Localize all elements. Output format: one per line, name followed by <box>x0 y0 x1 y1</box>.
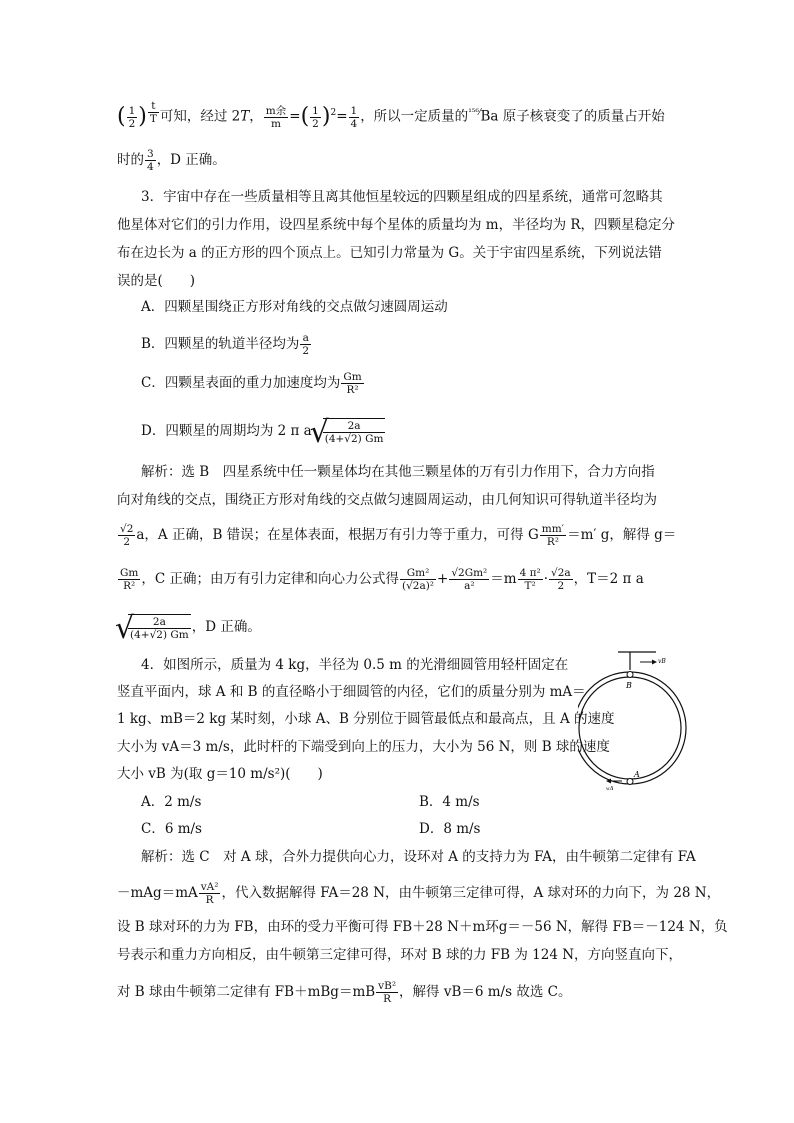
q4-analysis-1: 解析：选 C 对 A 球，合外力提供向心力，设环对 A 的支持力为 FA，由牛顿第二定律有 FA <box>141 849 696 865</box>
q3-option-c: C．四颗星表面的重力加速度均为 $\frac{Gm}{\text{R²}}$ <box>141 371 362 396</box>
q4-analysis-2: －mAg＝mA $\frac{\text{vA²}}{R}$ ，代入数据解得 FA＝28 N，由牛顿第三定律可得，A 球对环的力向下，为 28 N， <box>117 881 721 906</box>
q3-analysis-2: 向对角线的交点，围绕正方形对角线的交点做匀速圆周运动，由几何知识可得轨道半径均为 <box>117 492 657 508</box>
q4-option-a: A．2 m/s <box>141 794 202 810</box>
q3-stem-4: 误的是( ) <box>117 273 196 289</box>
q4-stem-2: 竖直平面内，球 A 和 B 的直径略小于细圆管的内径，它们的质量分别为 mA＝ <box>117 684 586 700</box>
label-vb: vB <box>658 658 666 665</box>
q3-analysis-4: $\frac{Gm}{\text{R²}}$ ，C 正确；由万有引力定律和向心力公式得 $\frac{\text{Gm²}}{\text{(√2a)²}}$ + $\frac{\text{√2Gm²}}{\text{a²}}$ ＝m $\frac{\text{4 π²}}{\text{T²}}$ · $\frac{√2a}{2}$ ，T＝2 π a <box>120 567 644 592</box>
q4-option-b: B．4 m/s <box>419 794 480 810</box>
q3-analysis-1: 解析：选 B 四星系统中任一颗星体均在其他三颗星体的万有引力作用下，合力方向指 <box>141 464 655 480</box>
q4-stem-3: 1 kg、mB＝2 kg 某时刻，小球 A、B 分别位于圆管最低点和最高点，且 A 的速度 <box>117 711 615 727</box>
q4-analysis-5: 对 B 球由牛顿第二定律有 FB＋mBg＝mB $\frac{\text{vB²}}{R}$ ，解得 vB＝6 m/s 故选 C。 <box>117 980 572 1005</box>
q3-option-a: A．四颗星围绕正方形对角线的交点做匀速圆周运动 <box>141 299 448 315</box>
q3-option-b: B．四颗星的轨道半径均为 $\frac{a}{2}$ <box>141 332 310 357</box>
tube-outer <box>578 672 686 784</box>
q3-analysis-3: $\frac{√2}{2}$ a，A 正确，B 错误；在星体表面，根据万有引力等于重力，可得 G $\frac{mm'}{\text{R²}}$ ＝m′ g，解得 g＝ <box>120 523 677 548</box>
ball-b <box>627 672 633 678</box>
q4-stem-1: 4．如图所示，质量为 4 kg，半径为 0.5 m 的光滑细圆管用轻杆固定在 <box>141 657 569 673</box>
q4-option-d: D．8 m/s <box>419 821 481 837</box>
prev-answer-line-1: ( $\frac{1}{2}$ ) $^{\frac{t}{T}}$ 可知，经过 2T， $\frac{\text{m余}}{m}$ =( $\frac{1}{2}$ )$^2$= $\frac{1}{4}$ ，所以一定质量的$^{^{156}⁄}$Ba 原子核衰变了的质量占开始 <box>117 100 665 130</box>
q3-stem-1: 3．宇宙中存在一些质量相等且离其他恒星较远的四颗星组成的四星系统，通常可忽略其 <box>141 189 663 205</box>
tube-inner <box>579 677 681 779</box>
label-va: vA <box>606 786 614 790</box>
q3-stem-2: 他星体对它们的引力作用，设四星系统中每个星体的质量均为 m，半径均为 R，四颗星稳定分 <box>117 217 676 233</box>
q3-analysis-5: √ $\frac{2a}{(4+√2) Gm}$ ，D 正确。 <box>117 614 261 641</box>
q4-analysis-4: 号表示和重力方向相反，由牛顿第三定律可得，环对 B 球的力 FB 为 124 N，方向竖直向下， <box>117 947 683 963</box>
label-a: A <box>634 770 640 779</box>
label-b: B <box>626 681 632 690</box>
q4-stem-5: 大小 vB 为(取 g＝10 m/s²)( ) <box>117 766 323 782</box>
q4-analysis-3: 设 B 球对环的力为 FB，由环的受力平衡可得 FB＋28 N＋m环g＝－56 N，解得 FB＝－124 N，负 <box>117 919 728 935</box>
q3-stem-3: 布在边长为 a 的正方形的四个顶点上。已知引力常量为 G。关于宇宙四星系统，下列说法错 <box>117 245 662 261</box>
q3-option-d: D．四颗星的周期均为 2 π a √ $\frac{2a}{(4+√2) Gm}$ <box>141 418 386 445</box>
prev-answer-line-2: 时的 $\frac{3}{4}$ ，D 正确。 <box>117 148 226 173</box>
q4-stem-4: 大小为 vA＝3 m/s，此时杆的下端受到向上的压力，大小为 56 N，则 B 球的速度 <box>117 739 610 755</box>
ball-a <box>627 779 633 785</box>
ring-diagram <box>578 650 688 790</box>
q4-option-c: C．6 m/s <box>141 821 202 837</box>
